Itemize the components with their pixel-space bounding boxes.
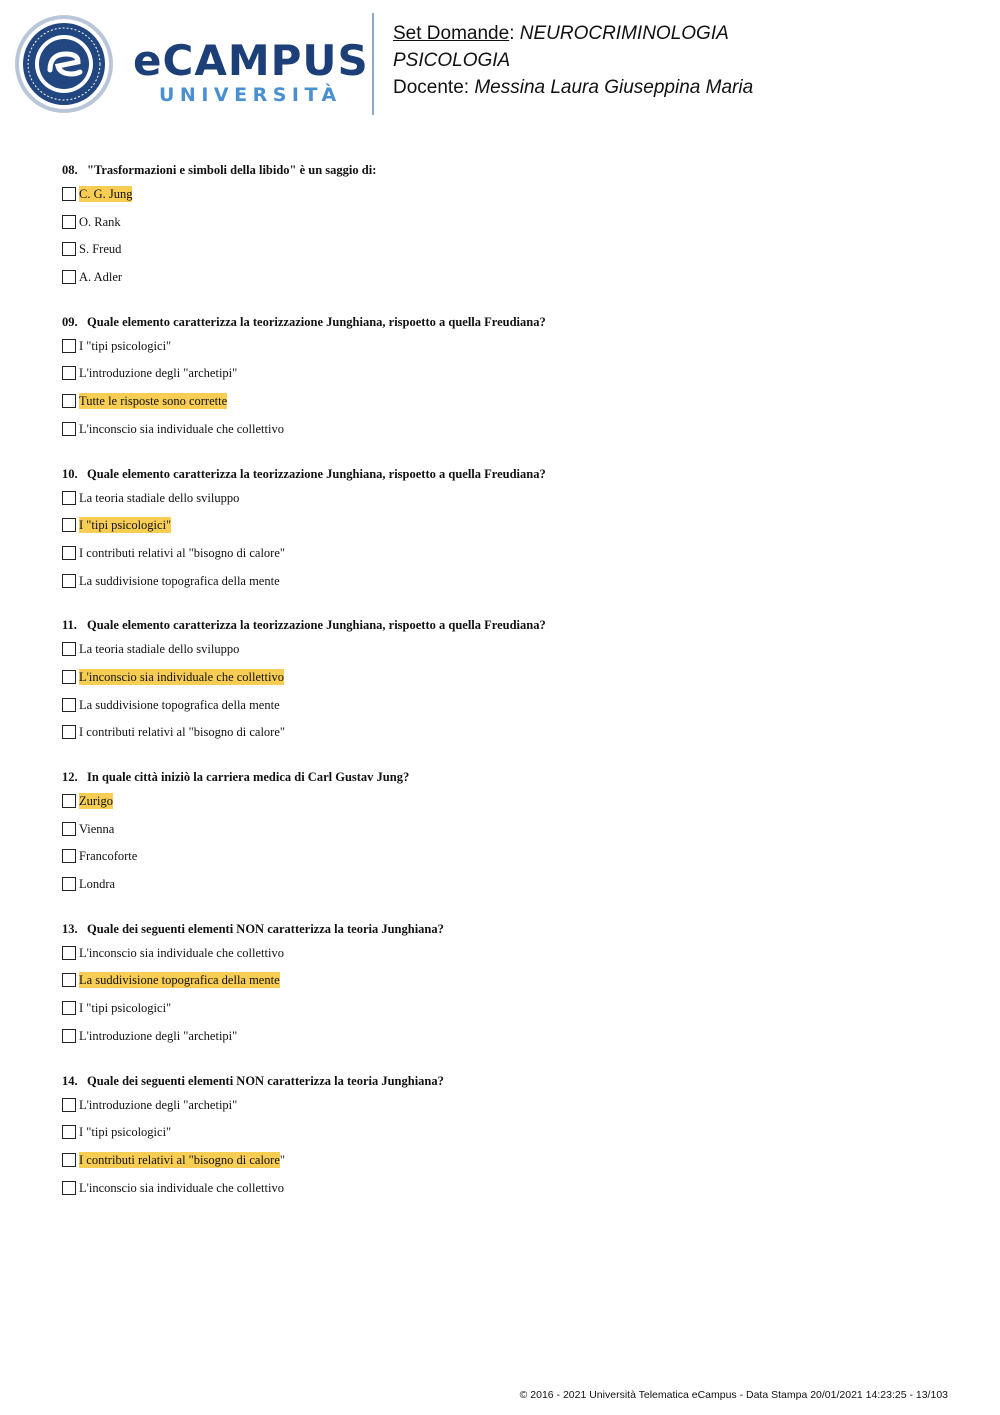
answer-option[interactable] (62, 697, 942, 725)
question-title (62, 615, 942, 635)
answer-text: S. Freud (79, 242, 122, 257)
question-block (62, 615, 942, 752)
answer-text: I contributi relativi al "bisogno di calore" (79, 725, 285, 740)
header-divider (372, 13, 374, 115)
answer-text-suffix: " (279, 1152, 285, 1167)
answer-text: La teoria stadiale dello sviluppo (79, 642, 240, 657)
answer-checkbox[interactable] (62, 1125, 76, 1139)
question-text: Quale dei seguenti elementi NON caratterizza la teoria Junghiana? (87, 921, 444, 936)
set-label: Set Domande (393, 23, 510, 44)
answer-checkbox[interactable] (62, 794, 76, 808)
answer-checkbox[interactable] (62, 946, 76, 960)
question-title (62, 464, 942, 484)
docente-value: Messina Laura Giuseppina Maria (474, 77, 754, 98)
answer-text-highlighted: C. G. Jung (79, 187, 133, 201)
question-title (62, 919, 942, 939)
question-title (62, 767, 942, 787)
answer-option[interactable] (62, 793, 942, 821)
question-text: Quale elemento caratterizza la teorizzazione Junghiana, rispoetto a quella Freudiana? (87, 618, 546, 633)
set-value-line2: PSICOLOGIA (393, 50, 511, 71)
answer-option[interactable] (62, 972, 942, 1000)
answer-option[interactable] (62, 186, 942, 214)
answer-text: La suddivisione topografica della mente (79, 697, 280, 712)
question-text: In quale città iniziò la carriera medica di Carl Gustav Jung? (87, 770, 410, 784)
answer-checkbox[interactable] (62, 1001, 76, 1015)
answer-checkbox[interactable] (62, 670, 76, 684)
question-title (62, 1071, 942, 1091)
answer-text: L'introduzione degli "archetipi" (79, 1028, 238, 1043)
answer-checkbox[interactable] (62, 698, 76, 712)
question-number: 10. (62, 466, 78, 481)
answer-text: O. Rank (79, 214, 121, 229)
question-title (62, 160, 942, 180)
ecampus-seal-logo (14, 14, 114, 114)
question-block (62, 919, 942, 1056)
answer-option[interactable] (62, 269, 942, 297)
answer-option[interactable] (62, 1097, 942, 1125)
brand-name: CAMPUS (162, 36, 369, 85)
header-info (393, 20, 753, 101)
ecampus-wordmark (133, 36, 369, 106)
answer-option[interactable] (62, 338, 942, 366)
answer-checkbox[interactable] (62, 491, 76, 505)
question-text: Quale elemento caratterizza la teorizzazione Junghiana, rispoetto a quella Freudiana? (87, 314, 546, 329)
question-title (62, 312, 942, 332)
answer-text: I "tipi psicologici" (79, 1125, 172, 1140)
answer-option[interactable] (62, 821, 942, 849)
question-list (62, 160, 942, 1222)
answer-text: I "tipi psicologici" (79, 1001, 172, 1016)
answer-option[interactable] (62, 393, 942, 421)
answer-checkbox[interactable] (62, 394, 76, 408)
answer-option[interactable] (62, 421, 942, 449)
set-sep: : (509, 23, 520, 44)
set-value-line1: NEUROCRIMINOLOGIA (519, 23, 729, 44)
answer-checkbox[interactable] (62, 242, 76, 256)
answer-option[interactable] (62, 1000, 942, 1028)
answer-text-highlighted: La suddivisione topografica della mente (79, 973, 280, 988)
answer-text: Londra (79, 877, 116, 892)
answer-text-highlighted: I contributi relativi al "bisogno di calore (79, 1152, 280, 1167)
answer-checkbox[interactable] (62, 725, 76, 739)
answer-text: I "tipi psicologici" (79, 338, 172, 353)
answer-option[interactable] (62, 641, 942, 669)
answer-text: L'introduzione degli "archetipi" (79, 366, 238, 381)
answer-text: L'inconscio sia individuale che collettivo (79, 421, 284, 436)
question-number: 13. (62, 921, 78, 936)
question-number: 14. (62, 1073, 78, 1088)
question-number: 08. (62, 163, 78, 177)
answer-checkbox[interactable] (62, 642, 76, 656)
question-block (62, 160, 942, 297)
answer-text-highlighted: Zurigo (79, 794, 114, 808)
question-number: 11. (62, 618, 77, 633)
answer-checkbox[interactable] (62, 1098, 76, 1112)
answer-checkbox[interactable] (62, 1181, 76, 1195)
answer-checkbox[interactable] (62, 574, 76, 588)
answer-text: La teoria stadiale dello sviluppo (79, 490, 240, 505)
answer-checkbox[interactable] (62, 366, 76, 380)
answer-text-highlighted: I "tipi psicologici" (79, 518, 172, 533)
answer-checkbox[interactable] (62, 877, 76, 891)
answer-option[interactable] (62, 1028, 942, 1056)
answer-checkbox[interactable] (62, 1029, 76, 1043)
brand-prefix: e (133, 36, 163, 85)
answer-option[interactable] (62, 365, 942, 393)
answer-checkbox[interactable] (62, 849, 76, 863)
answer-option[interactable] (62, 241, 942, 269)
answer-option[interactable] (62, 1124, 942, 1152)
question-block (62, 767, 942, 904)
answer-checkbox[interactable] (62, 973, 76, 987)
page-header (0, 0, 1000, 130)
answer-option[interactable] (62, 517, 942, 545)
answer-text-highlighted: Tutte le risposte sono corrette (79, 394, 228, 409)
answer-option[interactable] (62, 1180, 942, 1208)
answer-checkbox[interactable] (62, 822, 76, 836)
answer-text: Vienna (79, 821, 115, 836)
answer-checkbox[interactable] (62, 215, 76, 229)
answer-option[interactable] (62, 214, 942, 242)
answer-option[interactable] (62, 945, 942, 973)
answer-checkbox[interactable] (62, 270, 76, 284)
answer-checkbox[interactable] (62, 339, 76, 353)
answer-checkbox[interactable] (62, 187, 76, 201)
answer-checkbox[interactable] (62, 546, 76, 560)
answer-text: La suddivisione topografica della mente (79, 573, 280, 588)
answer-option[interactable] (62, 724, 942, 752)
question-block (62, 312, 942, 449)
answer-checkbox[interactable] (62, 1153, 76, 1167)
question-block (62, 464, 942, 601)
answer-text: I contributi relativi al "bisogno di calore" (79, 545, 285, 560)
answer-checkbox[interactable] (62, 518, 76, 532)
page-footer: © 2016 - 2021 Università Telematica eCampus - Data Stampa 20/01/2021 14:23:25 - 13/103 (519, 1389, 948, 1401)
docente-label: Docente: (393, 77, 475, 98)
question-number: 12. (62, 770, 78, 784)
answer-option[interactable] (62, 490, 942, 518)
answer-checkbox[interactable] (62, 422, 76, 436)
answer-option[interactable] (62, 876, 942, 904)
answer-option[interactable] (62, 573, 942, 601)
question-text: Quale elemento caratterizza la teorizzazione Junghiana, rispoetto a quella Freudiana? (87, 466, 546, 481)
question-number: 09. (62, 314, 78, 329)
answer-option[interactable] (62, 1152, 942, 1180)
question-block (62, 1071, 942, 1208)
answer-option[interactable] (62, 669, 942, 697)
brand-subtitle: UNIVERSITÀ (159, 84, 342, 106)
question-text: "Trasformazioni e simboli della libido" è un saggio di: (87, 163, 377, 177)
answer-option[interactable] (62, 848, 942, 876)
answer-text-highlighted: L'inconscio sia individuale che collettivo (79, 669, 284, 684)
answer-option[interactable] (62, 545, 942, 573)
answer-text: L'introduzione degli "archetipi" (79, 1097, 238, 1112)
answer-text: L'inconscio sia individuale che collettivo (79, 945, 284, 960)
question-text: Quale dei seguenti elementi NON caratterizza la teoria Junghiana? (87, 1073, 444, 1088)
answer-text: L'inconscio sia individuale che collettivo (79, 1180, 284, 1195)
answer-text: A. Adler (79, 270, 123, 285)
answer-text: Francoforte (79, 849, 138, 864)
